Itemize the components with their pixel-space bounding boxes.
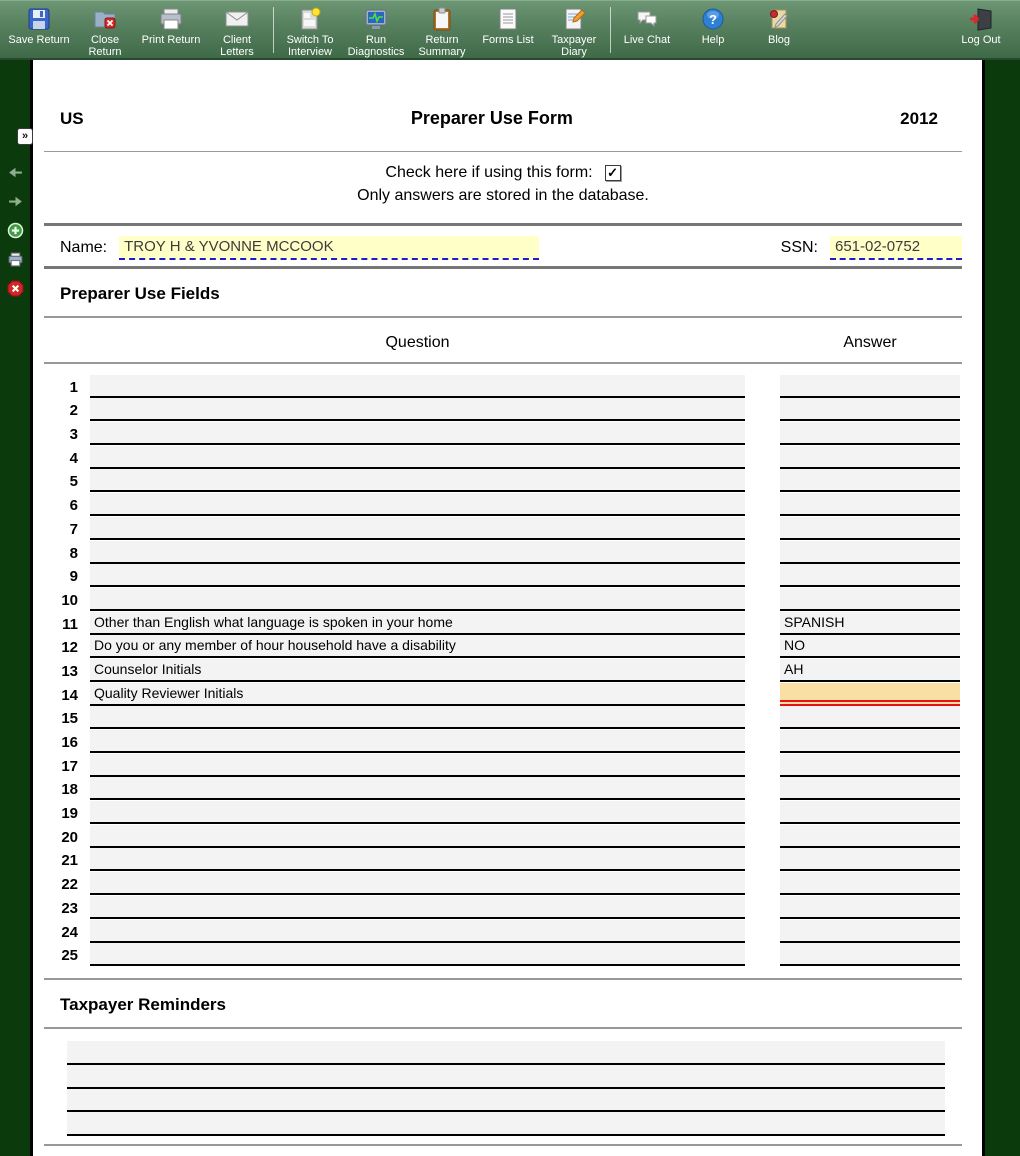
table-row: [44, 564, 962, 588]
row-number: 25: [61, 947, 78, 965]
section-title-preparer-use-fields: Preparer Use Fields: [60, 284, 220, 303]
divider: [44, 1144, 962, 1146]
log-out-icon: [968, 6, 994, 32]
question-field[interactable]: [90, 564, 745, 587]
switch-to-interview-label: Switch To Interview: [286, 34, 334, 58]
live-chat-label: Live Chat: [623, 34, 671, 46]
question-field[interactable]: [90, 422, 745, 445]
row-number: 17: [61, 757, 78, 775]
form-page: [30, 60, 985, 1156]
taxpayer-diary-icon: [561, 6, 587, 32]
answer-column-header: Answer: [843, 334, 897, 351]
table-row: [44, 374, 962, 398]
question-field[interactable]: [90, 801, 745, 824]
question-field[interactable]: [90, 943, 745, 966]
question-field[interactable]: [90, 848, 745, 871]
table-row: [44, 753, 962, 777]
table-row: [44, 919, 962, 943]
close-return-label: Close Return: [88, 34, 122, 58]
expand-panel-tab[interactable]: »: [17, 128, 33, 145]
help-label: Help: [701, 34, 725, 46]
table-row: [44, 824, 962, 848]
page-title: Preparer Use Form: [410, 108, 573, 128]
toolbar-separator: [273, 7, 274, 53]
answer-field[interactable]: [780, 375, 960, 398]
save-return-button[interactable]: [7, 5, 71, 46]
question-field[interactable]: [90, 446, 745, 469]
answer-field[interactable]: AH: [780, 659, 960, 682]
name-label: Name:: [60, 239, 108, 256]
table-row: [44, 871, 962, 895]
reminder-field[interactable]: [67, 1089, 945, 1113]
row-number: 13: [61, 662, 78, 680]
question-field[interactable]: [90, 398, 745, 421]
run-diagnostics-button[interactable]: [344, 5, 408, 58]
reminder-field[interactable]: [67, 1065, 945, 1089]
taxpayer-diary-button[interactable]: [542, 5, 606, 58]
ssn-field[interactable]: 651-02-0752: [830, 236, 962, 260]
row-number: 7: [69, 520, 78, 538]
checkbox-block: [44, 152, 962, 223]
table-row: [44, 587, 962, 611]
form-note: Only answers are stored in the database.: [357, 187, 649, 204]
answer-field[interactable]: [780, 398, 960, 421]
log-out-label: Log Out: [961, 34, 1001, 46]
row-number: 15: [61, 710, 78, 728]
client-letters-button[interactable]: [205, 5, 269, 58]
forward-arrow-icon[interactable]: [7, 193, 24, 210]
section-title-taxpayer-reminders: Taxpayer Reminders: [60, 995, 226, 1015]
question-field[interactable]: Counselor Initials: [90, 659, 745, 682]
checkbox-label: Check here if using this form:: [385, 164, 593, 181]
question-field[interactable]: Other than English what language is spoken in your home: [90, 612, 745, 635]
row-number: 20: [61, 828, 78, 846]
table-row: [44, 492, 962, 516]
answer-field[interactable]: [780, 541, 960, 564]
question-answer-table: [44, 364, 962, 966]
answer-field[interactable]: [780, 730, 960, 753]
row-number: 8: [69, 544, 78, 562]
taxpayer-reminders-table: [44, 1029, 962, 1136]
blog-icon: [766, 6, 792, 32]
toolbar: [0, 0, 1020, 60]
table-row: [44, 445, 962, 469]
row-number: 3: [69, 426, 78, 444]
return-summary-icon: [429, 6, 455, 32]
help-button[interactable]: [681, 5, 745, 46]
answer-field[interactable]: [780, 920, 960, 943]
row-number: 16: [61, 734, 78, 751]
left-rail: [0, 164, 30, 297]
row-number: 21: [61, 852, 78, 870]
question-field[interactable]: [90, 517, 745, 540]
save-return-icon: [26, 6, 52, 32]
table-row: [44, 516, 962, 540]
table-row: [44, 706, 962, 730]
print-return-button[interactable]: [139, 5, 203, 46]
question-field[interactable]: [90, 541, 745, 564]
svg-text:?: ?: [709, 12, 717, 27]
close-red-icon[interactable]: [7, 280, 24, 297]
answer-field[interactable]: [780, 469, 960, 492]
table-row: [44, 658, 962, 682]
live-chat-icon: [634, 6, 660, 32]
row-number: 22: [61, 876, 78, 894]
table-row: [44, 611, 962, 635]
question-field[interactable]: [90, 469, 745, 492]
form-title-row: [44, 60, 962, 151]
row-number: 14: [61, 686, 78, 704]
taxpayer-diary-label: Taxpayer Diary: [551, 34, 597, 58]
live-chat-button[interactable]: [615, 5, 679, 46]
back-arrow-icon[interactable]: [7, 164, 24, 181]
answer-field[interactable]: [780, 493, 960, 516]
table-row: [44, 800, 962, 824]
question-field[interactable]: [90, 777, 745, 800]
answer-field[interactable]: [780, 517, 960, 540]
forms-list-icon: [495, 6, 521, 32]
save-return-label: Save Return: [8, 34, 70, 46]
answer-field[interactable]: [780, 896, 960, 919]
question-column-header: Question: [385, 334, 450, 351]
answer-field[interactable]: SPANISH: [780, 612, 960, 635]
print-return-icon: [158, 6, 184, 32]
question-field[interactable]: [90, 920, 745, 943]
table-row: [44, 729, 962, 753]
question-field[interactable]: [90, 493, 745, 516]
question-field[interactable]: [90, 754, 745, 777]
return-summary-label: Return Summary: [418, 34, 466, 58]
run-diagnostics-icon: [363, 6, 389, 32]
row-number: 12: [61, 639, 78, 657]
answer-field[interactable]: [780, 848, 960, 871]
row-number: 19: [61, 805, 78, 823]
table-row: [44, 469, 962, 493]
table-row: [44, 421, 962, 445]
row-number: 11: [62, 615, 78, 633]
table-row: [44, 635, 962, 659]
answer-field[interactable]: [780, 825, 960, 848]
table-header: [44, 318, 962, 362]
close-return-button[interactable]: [73, 5, 137, 58]
row-number: 18: [61, 781, 78, 799]
switch-to-interview-icon: [297, 6, 323, 32]
client-letters-icon: [224, 6, 250, 32]
row-number: 10: [61, 591, 78, 609]
log-out-button[interactable]: [949, 5, 1013, 46]
blog-label: Blog: [767, 34, 791, 46]
question-field[interactable]: Quality Reviewer Initials: [90, 683, 745, 706]
row-number: 1: [69, 378, 78, 396]
answer-field[interactable]: [780, 706, 960, 729]
table-row: [44, 943, 962, 967]
row-number: 23: [61, 899, 78, 917]
answer-field[interactable]: [780, 754, 960, 777]
table-row: [44, 777, 962, 801]
question-field[interactable]: Do you or any member of hour household have a disability: [90, 635, 745, 658]
table-row: [44, 540, 962, 564]
run-diagnostics-label: Run Diagnostics: [347, 34, 405, 58]
table-row: [44, 848, 962, 872]
answer-field[interactable]: [780, 801, 960, 824]
table-row: [44, 682, 962, 706]
answer-field[interactable]: [780, 683, 960, 706]
form-country: US: [60, 109, 84, 128]
ssn-label: SSN:: [780, 239, 818, 256]
print-return-label: Print Return: [141, 34, 201, 46]
table-row: [44, 895, 962, 919]
row-number: 2: [69, 402, 78, 420]
question-field[interactable]: [90, 375, 745, 398]
return-summary-button[interactable]: [410, 5, 474, 58]
answer-field[interactable]: NO: [780, 635, 960, 658]
forms-list-button[interactable]: [476, 5, 540, 46]
help-icon: [700, 6, 726, 32]
name-row: [44, 226, 962, 266]
question-field[interactable]: [90, 825, 745, 848]
add-circle-icon[interactable]: [7, 222, 24, 239]
question-field[interactable]: [90, 706, 745, 729]
blog-button[interactable]: [747, 5, 811, 46]
switch-to-interview-button[interactable]: [278, 5, 342, 58]
question-field[interactable]: [90, 872, 745, 895]
reminder-field[interactable]: [67, 1041, 945, 1065]
row-number: 5: [69, 473, 78, 491]
form-year: 2012: [900, 109, 938, 128]
answer-field[interactable]: [780, 422, 960, 445]
using-form-checkbox[interactable]: [605, 165, 621, 181]
reminder-field[interactable]: [67, 1112, 945, 1136]
answer-field[interactable]: [780, 446, 960, 469]
answer-field[interactable]: [780, 943, 960, 966]
question-field[interactable]: [90, 588, 745, 611]
answer-field[interactable]: [780, 872, 960, 895]
check-mark-icon: ✓: [607, 165, 619, 180]
print-icon[interactable]: [7, 251, 24, 268]
forms-list-label: Forms List: [482, 34, 534, 46]
row-number: 4: [69, 449, 78, 467]
close-return-icon: [92, 6, 118, 32]
question-field[interactable]: [90, 896, 745, 919]
question-field[interactable]: [90, 730, 745, 753]
table-row: [44, 398, 962, 422]
row-number: 6: [69, 497, 78, 515]
client-letters-label: Client Letters: [220, 34, 254, 58]
toolbar-separator: [610, 7, 611, 53]
answer-field[interactable]: [780, 564, 960, 587]
name-field[interactable]: TROY H & YVONNE MCCOOK: [119, 236, 539, 260]
row-number: 24: [61, 923, 78, 941]
answer-field[interactable]: [780, 777, 960, 800]
answer-field[interactable]: [780, 588, 960, 611]
row-number: 9: [69, 568, 78, 586]
